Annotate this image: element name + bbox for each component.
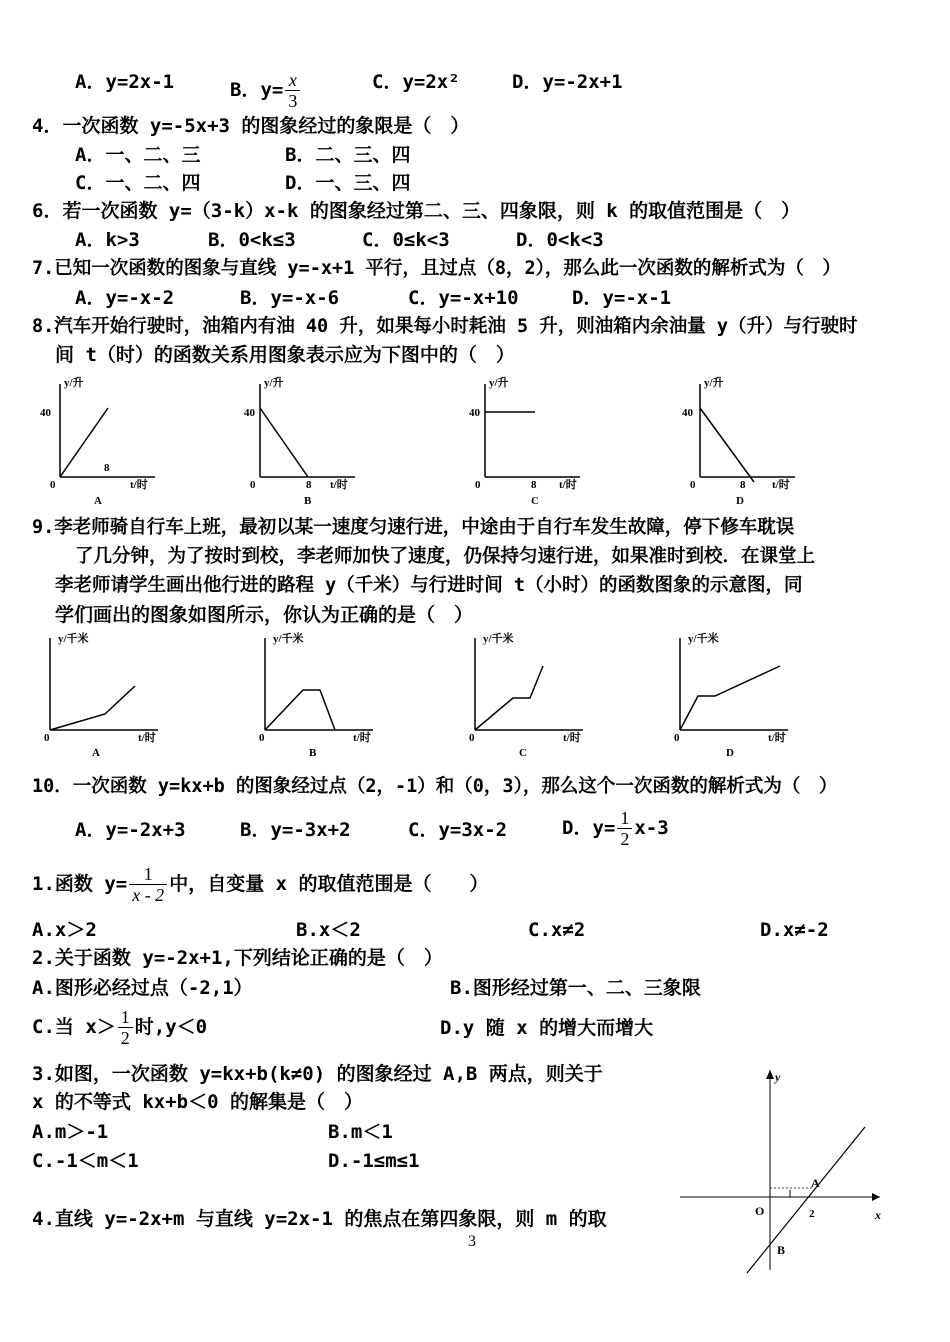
q8-line-1: 8.汽车开始行驶时，油箱内有油 40 升，如果每小时耗油 5 升，则油箱内余油量 y（升）与行驶时	[32, 316, 858, 337]
graph-label-d: D	[736, 495, 744, 507]
fraction-denominator: 2	[120, 1028, 130, 1048]
y-tick-40: 40	[469, 407, 480, 419]
x-label: t/时	[559, 479, 577, 491]
q4-option-b: B．二、三、四	[285, 144, 411, 166]
q10-option-d	[562, 808, 669, 849]
q9-line-1: 9.李老师骑自行车上班，最初以某一速度匀速行进，中途由于自行车发生故障，停下修车耽误	[32, 517, 795, 538]
p1-option-a: A.x＞2	[32, 919, 97, 941]
fraction-denominator: x - 2	[132, 885, 165, 905]
q10-option-c: C．y=3x-2	[408, 819, 508, 841]
y-label: y/千米	[273, 633, 304, 645]
p1-stem	[32, 864, 489, 905]
q6-option-a: A．k>3	[75, 229, 140, 251]
q9-line-4: 学们画出的图象如图所示，你认为正确的是（ ）	[55, 604, 474, 626]
fraction-x-over-3	[285, 70, 300, 111]
q10-option-b: B．y=-3x+2	[240, 819, 351, 841]
graph-label-a: A	[92, 747, 100, 759]
x-axis-label: x	[875, 1208, 881, 1222]
graph-line	[265, 690, 335, 730]
line-through-a-b	[747, 1127, 865, 1273]
p1-option-c: C.x≠2	[528, 919, 586, 941]
y-label: y/千米	[483, 633, 514, 645]
x-label: t/时	[138, 732, 156, 744]
x-tick-8: 8	[306, 479, 312, 491]
y-tick-40: 40	[40, 407, 51, 419]
y-label: y/升	[64, 377, 84, 389]
q6-option-c: C．0≤k<3	[362, 229, 450, 251]
graph-line	[475, 666, 543, 730]
graph-label-c: C	[519, 747, 527, 759]
x-tick-8: 8	[531, 479, 537, 491]
p2-option-b: B.图形经过第一、二、三象限	[450, 977, 701, 999]
p1-option-b: B.x＜2	[296, 919, 361, 941]
y-label: y/升	[264, 377, 284, 389]
fraction-numerator: 1	[617, 808, 632, 829]
x-label: t/时	[563, 732, 581, 744]
fraction-numerator: 1	[129, 864, 167, 885]
q6-option-b: B．0<k≤3	[208, 229, 296, 251]
q9-graph-a	[44, 631, 158, 759]
p1-stem-prefix: 1.函数 y=	[32, 873, 128, 895]
q9-graph-c	[469, 631, 583, 759]
p2-stem: 2.关于函数 y=-2x+1,下列结论正确的是（ ）	[32, 947, 443, 969]
q8-graph-b	[244, 375, 355, 507]
p2-option-c-prefix: C.当 x＞	[32, 1016, 116, 1038]
x-label: t/时	[772, 479, 790, 491]
graph-label-b: B	[309, 747, 317, 759]
q7-stem: 7.已知一次函数的图象与直线 y=-x+1 平行，且过点（8，2），那么此一次函数的解析式为（ ）	[32, 258, 841, 279]
q7-option-b: B．y=-x-6	[240, 287, 340, 309]
p1-stem-suffix: 中，自变量 x 的取值范围是（ ）	[169, 873, 489, 895]
q7-option-c: C．y=-x+10	[408, 287, 519, 309]
q8-graphs	[30, 372, 810, 512]
x-tick-8: 8	[740, 479, 746, 491]
x-label: t/时	[353, 732, 371, 744]
fraction-numerator: 1	[118, 1007, 133, 1028]
graph-line	[680, 666, 780, 730]
origin-label: 0	[690, 479, 696, 491]
origin-label: 0	[259, 732, 265, 744]
q3-option-b-prefix: B．y=	[230, 79, 284, 101]
fraction-denominator: 3	[288, 91, 298, 111]
x-label: t/时	[130, 479, 148, 491]
p3-option-d: D.-1≤m≤1	[328, 1150, 420, 1172]
origin-label: 0	[250, 479, 256, 491]
graph-line	[60, 408, 108, 477]
fraction-one-half	[617, 808, 632, 849]
graph-line	[50, 686, 135, 730]
fraction-numerator: x	[285, 70, 300, 91]
origin-label: 0	[475, 479, 481, 491]
origin-label: O	[755, 1204, 765, 1218]
y-tick-40: 40	[244, 407, 255, 419]
q9-graphs	[30, 628, 820, 768]
x-label: t/时	[768, 732, 786, 744]
q4-option-a: A．一、二、三	[75, 144, 201, 166]
fraction-one-over-x-minus-2	[129, 864, 167, 905]
q10-stem: 10．一次函数 y=kx+b 的图象经过点（2，-1）和（0，3），那么这个一次函数的解析式为（ ）	[32, 776, 838, 797]
p3-option-a: A.m＞-1	[32, 1121, 109, 1143]
q7-option-a: A．y=-x-2	[75, 287, 175, 309]
graph-line	[260, 408, 308, 477]
p3-option-c: C.-1＜m＜1	[32, 1150, 139, 1172]
q10-option-d-suffix: x-3	[634, 817, 669, 839]
q3-option-a: A．y=2x-1	[75, 71, 175, 93]
q9-graph-d	[674, 631, 788, 759]
p3-line-2: x 的不等式 kx+b＜0 的解集是（ ）	[32, 1091, 363, 1113]
graph-line	[700, 408, 754, 482]
y-axis-arrow	[766, 1070, 774, 1079]
y-label: y/千米	[688, 633, 719, 645]
q4-option-c: C．一、二、四	[75, 172, 201, 194]
q3-option-c: C．y=2x²	[372, 71, 460, 93]
q10-option-a: A．y=-2x+3	[75, 819, 186, 841]
x-axis-arrow	[872, 1193, 880, 1201]
q8-graph-a	[40, 375, 155, 507]
q8-line-2: 间 t（时）的函数关系用图象表示应为下图中的（ ）	[55, 344, 515, 366]
p3-line-1: 3.如图，一次函数 y=kx+b(k≠0) 的图象经过 A,B 两点，则关于	[32, 1063, 603, 1085]
y-label: y/升	[704, 377, 724, 389]
q4-option-d: D．一、三、四	[285, 172, 411, 194]
q6-stem: 6．若一次函数 y=（3-k）x-k 的图象经过第二、三、四象限，则 k 的取值范围是（ ）	[32, 200, 801, 222]
graph-label-a: A	[94, 495, 102, 507]
graph-label-d: D	[726, 747, 734, 759]
q4-stem: 4．一次函数 y=-5x+3 的图象经过的象限是（ ）	[32, 115, 470, 137]
q8-graph-d	[682, 375, 795, 507]
fraction-one-half	[118, 1007, 133, 1048]
q10-option-d-prefix: D．y=	[562, 817, 616, 839]
q3-option-d: D．y=-2x+1	[512, 71, 623, 93]
q9-line-2: 了几分钟，为了按时到校，李老师加快了速度，仍保持匀速行进，如果准时到校．在课堂上	[75, 546, 816, 567]
p2-option-d: D.y 随 x 的增大而增大	[440, 1017, 654, 1039]
q7-option-d: D．y=-x-1	[572, 287, 672, 309]
graph-label-c: C	[531, 495, 539, 507]
q9-line-3: 李老师请学生画出他行进的路程 y（千米）与行进时间 t（小时）的函数图象的示意图，同	[55, 575, 803, 596]
origin-label: 0	[674, 732, 680, 744]
q6-option-d: D．0<k<3	[516, 229, 604, 251]
graph-label-b: B	[304, 495, 312, 507]
fraction-denominator: 2	[620, 829, 630, 849]
p2-option-c-suffix: 时,y＜0	[134, 1016, 208, 1038]
p1-option-d: D.x≠-2	[760, 919, 829, 941]
point-a-label: A	[811, 1176, 820, 1190]
point-b-label: B	[777, 1243, 786, 1257]
x-tick-8: 8	[104, 462, 110, 474]
q8-graph-c	[469, 375, 580, 507]
p2-option-c	[32, 1007, 207, 1048]
origin-label: 0	[44, 732, 50, 744]
p3-option-b: B.m＜1	[328, 1121, 393, 1143]
tick-2-label: 2	[809, 1208, 815, 1220]
q9-graph-b	[259, 631, 373, 759]
page-number: 3	[468, 1233, 476, 1250]
y-label: y/千米	[58, 633, 89, 645]
y-axis-label: y	[775, 1070, 781, 1084]
p2-option-a: A.图形必经过点（-2,1）	[32, 977, 253, 999]
q3-option-b	[230, 70, 302, 111]
x-label: t/时	[330, 479, 348, 491]
origin-label: 0	[469, 732, 475, 744]
y-tick-40: 40	[682, 407, 693, 419]
p3-figure	[675, 1065, 900, 1280]
origin-label: 0	[50, 479, 56, 491]
p4-stem: 4.直线 y=-2x+m 与直线 y=2x-1 的焦点在第四象限，则 m 的取	[32, 1208, 607, 1230]
y-label: y/升	[489, 377, 509, 389]
